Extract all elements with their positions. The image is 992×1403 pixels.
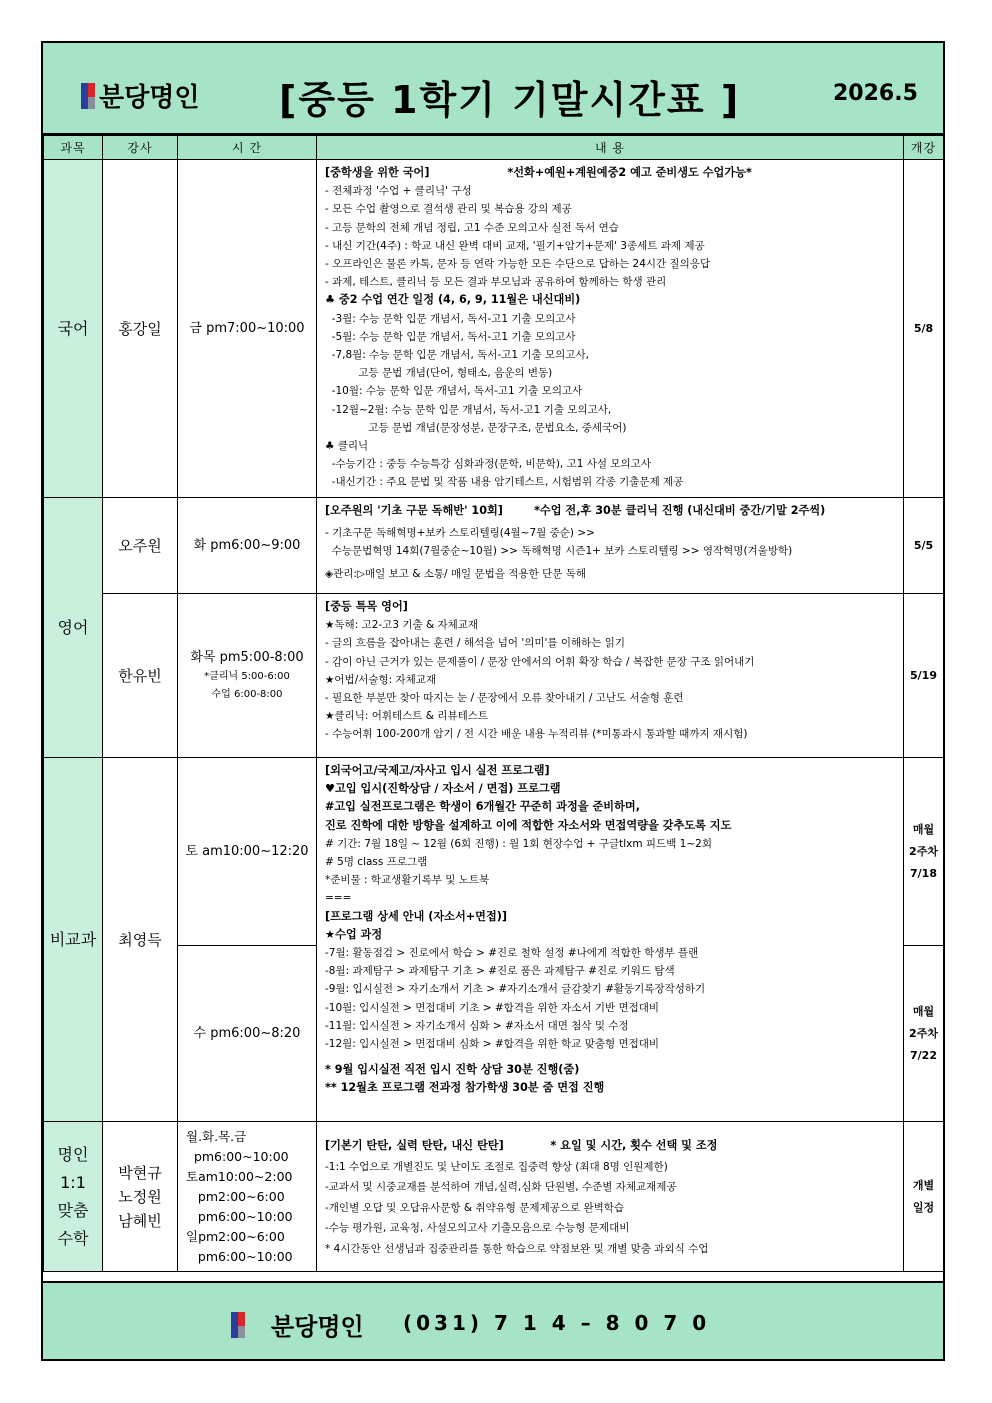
- content-line: - 글의 흐름을 잡아내는 훈련 / 해석을 넘어 '의미'를 이해하는 읽기: [325, 637, 626, 650]
- column-header-subject: 과목: [44, 136, 103, 160]
- brand-logo-icon: [231, 1312, 245, 1338]
- content-line: 고등 문법 개념(문장성분, 문장구조, 문법요소, 중세국어): [325, 421, 627, 434]
- start-date-text: 매월 2주차 7/22: [909, 1004, 938, 1062]
- teacher-cell: 홍강일: [103, 160, 178, 498]
- start-date-cell: 5/8: [904, 160, 944, 498]
- content-line: #고입 실전프로그램은 학생이 6개월간 꾸준히 과정을 준비하며,: [325, 800, 640, 814]
- teacher-cell: 최영득: [103, 758, 178, 1122]
- time-cell: [178, 1122, 317, 1272]
- course-title: [기본기 탄탄, 실력 탄탄, 내신 탄탄] * 요일 및 시간, 횟수 선택 및 조정: [325, 1139, 718, 1152]
- time-line: pm6:00~10:00: [186, 1148, 289, 1164]
- start-date-text: 개별 일정: [912, 1178, 935, 1214]
- table-row-korean: [44, 160, 944, 498]
- content-line: -내신기간 : 주요 문법 및 작품 내용 암기테스트, 시험범위 각종 기출문제 제공: [325, 476, 684, 489]
- start-date-cell: 5/19: [904, 594, 944, 758]
- content-note: * 9월 입시실전 직전 입시 진학 상담 30분 진행(줌): [325, 1063, 580, 1077]
- phone-number[interactable]: (031) 7 1 4 – 8 0 7 0: [403, 1311, 711, 1335]
- content-line: 수능문법혁명 14회(7월중순~10월) >> 독해혁명 시즌1+ 보카 스토리텔링 >> 영작혁명(겨울방학): [325, 545, 793, 558]
- content-line: -7월: 활동점검 > 진로에서 학습 > #진로 철학 설정 #나에게 적합한 학생부 플랜: [325, 947, 699, 960]
- start-date-cell: [904, 946, 944, 1122]
- content-line: 진로 진학에 대한 방향을 설계하고 이에 적합한 자소서와 면접역량을 갖추도록 지도: [325, 818, 732, 832]
- course-title: [외국어고/국제고/자사고 입시 실전 프로그램]: [325, 764, 550, 777]
- content-line: ===: [325, 892, 352, 905]
- time-cell: 토 am10:00~12:20: [178, 758, 317, 946]
- content-line: -10월: 수능 문학 입문 개념서, 독서-고1 기출 모의고사: [325, 385, 583, 398]
- content-line: -개인별 오답 및 오답유사문항 & 취약유형 문제제공으로 완벽학습: [325, 1201, 625, 1214]
- content-line: # 기간: 7월 18일 ~ 12월 (6회 진행) : 월 1회 현장수업 + 구글tlxm 피드백 1~2회: [325, 837, 712, 850]
- table-row-english-han: [44, 594, 944, 758]
- subject-cell: 국어: [44, 160, 103, 498]
- content-line: -5월: 수능 문학 입문 개념서, 독서-고1 기출 모의고사: [325, 330, 576, 343]
- time-main: 화목 pm5:00-8:00: [190, 649, 304, 665]
- content-cell: [317, 1122, 904, 1272]
- content-subheading: ♣ 중2 수업 연간 일정 (4, 6, 9, 11월은 내신대비): [325, 293, 581, 307]
- subject-cell: [44, 1122, 103, 1272]
- column-header-time: 시 간: [178, 136, 317, 160]
- content-line: ◈관리:▷매일 보고 & 소통/ 매일 문법을 적용한 단문 독해: [325, 567, 586, 580]
- teacher-cell: 한유빈: [103, 594, 178, 758]
- content-line: -12월: 입시실전 > 면접대비 심화 > #합격을 위한 학교 맞춤형 면접대비: [325, 1038, 660, 1051]
- content-line: - 기초구문 독해혁명+보카 스토리텔링(4월~7월 중순) >>: [325, 527, 595, 540]
- content-line: -3월: 수능 문학 입문 개념서, 독서-고1 기출 모의고사: [325, 312, 576, 325]
- table-row-math: [44, 1122, 944, 1272]
- content-line: - 전체과정 '수업 + 클리닉' 구성: [325, 185, 472, 198]
- content-line: - 고등 문학의 전체 개념 정립, 고1 수준 모의고사 실전 독서 연습: [325, 221, 619, 234]
- content-line: - 모든 수업 촬영으로 결석생 관리 및 복습용 강의 제공: [325, 203, 572, 216]
- column-header-content: 내 용: [317, 136, 904, 160]
- column-header-teacher: 강사: [103, 136, 178, 160]
- table-row-extra-sat: [44, 758, 944, 946]
- content-line: - 오프라인은 물론 카톡, 문자 등 연락 가능한 모든 수단으로 답하는 24시간 질의응답: [325, 258, 711, 271]
- start-date-cell: [904, 758, 944, 946]
- time-cell: 금 pm7:00~10:00: [178, 160, 317, 498]
- start-date-cell: [904, 1122, 944, 1272]
- footer-brand-name: 분당명인: [271, 1313, 364, 1341]
- content-line: - 수능어휘 100-200개 암기 / 전 시간 배운 내용 누적리뷰 (*미통과시 통과할 때까지 재시험): [325, 728, 748, 741]
- content-line: 고등 문법 개념(단어, 형태소, 음운의 변동): [325, 367, 553, 380]
- content-subheading: ♣ 클리닉: [325, 440, 369, 453]
- column-header-start: 개강: [904, 136, 944, 160]
- content-line: ★어법/서술형: 자체교재: [325, 673, 437, 686]
- content-cell: [317, 758, 904, 1122]
- time-clinic: *클리닉 5:00-6:00: [204, 670, 290, 682]
- page-title: [중등 1학기 기말시간표 ]: [279, 78, 741, 122]
- content-subheading: ♥고입 입시(진학상담 / 자소서 / 면접) 프로그램: [325, 782, 561, 796]
- content-line: - 과제, 테스트, 클리닉 등 모든 결과 부모님과 공유하여 함께하는 학생 관리: [325, 276, 667, 289]
- time-line: pm6:00~10:00: [186, 1208, 293, 1224]
- content-line: - 감이 아닌 근거가 있는 문제풀이 / 문장 안에서의 어휘 확장 학습 / 복잡한 문장 구조 읽어내기: [325, 655, 755, 668]
- course-title: [중학생을 위한 국어] *선화+예원+계원예중2 예고 준비생도 수업가능*: [325, 166, 752, 179]
- content-subheading: [프로그램 상세 안내 (자소서+면접)]: [325, 909, 508, 923]
- content-line: -10월: 입시실전 > 면접대비 기초 > #합격을 위한 자소서 기반 면접대비: [325, 1001, 660, 1014]
- content-cell: [317, 498, 904, 594]
- table-row-english-oh: [44, 498, 944, 594]
- content-line: # 5명 class 프로그램: [325, 856, 428, 869]
- content-line: -7,8월: 수능 문학 입문 개념서, 독서-고1 기출 모의고사,: [325, 349, 589, 362]
- table-header-row: [44, 136, 944, 160]
- content-line: -수능기간 : 중등 수능특강 심화과정(문학, 비문학), 고1 사설 모의고사: [325, 458, 651, 471]
- content-subheading: ★수업 과정: [325, 927, 383, 941]
- content-line: -12월~2월: 수능 문학 입문 개념서, 독서-고1 기출 모의고사,: [325, 403, 612, 416]
- time-cell: [178, 594, 317, 758]
- timetable-sheet: [41, 41, 945, 1361]
- content-line: -8월: 과제탐구 > 과제탐구 기초 > #진로 품은 과제탐구 #진로 키워드 탐색: [325, 965, 675, 978]
- content-cell: [317, 594, 904, 758]
- time-cell: 수 pm6:00~8:20: [178, 946, 317, 1122]
- schedule-date: 2026.5: [833, 81, 918, 106]
- time-line: pm6:00~10:00: [186, 1248, 293, 1264]
- time-class: 수업 6:00-8:00: [211, 688, 283, 700]
- content-line: ★클리닉: 어휘테스트 & 리뷰테스트: [325, 710, 489, 723]
- page-header: [43, 43, 943, 135]
- content-line: ★독해: 고2-고3 기출 & 자체교재: [325, 619, 479, 632]
- subject-cell: 영어: [44, 498, 103, 758]
- page-footer: [43, 1281, 943, 1359]
- content-note: ** 12월초 프로그램 전과정 참가학생 30분 줌 면접 진행: [325, 1081, 605, 1095]
- content-line: *준비물 : 학교생활기록부 및 노트북: [325, 874, 490, 887]
- brand-name: 분당명인: [99, 83, 200, 113]
- teacher-cell: 오주원: [103, 498, 178, 594]
- start-date-cell: 5/5: [904, 498, 944, 594]
- start-date-text: 매월 2주차 7/18: [909, 822, 938, 880]
- content-line: -9월: 입시실전 > 자기소개서 기초 > #자기소개서 글감찾기 #활동기록장작성하기: [325, 983, 706, 996]
- time-cell: 화 pm6:00~9:00: [178, 498, 317, 594]
- content-line: - 내신 기간(4주) : 학교 내신 완벽 대비 교재, '필기+암기+문제' 3종세트 과제 제공: [325, 239, 705, 252]
- teacher-cell: [103, 1122, 178, 1272]
- content-line: - 필요한 부분만 찾아 따지는 눈 / 문장에서 오류 찾아내기 / 고난도 서술형 훈련: [325, 692, 684, 705]
- content-line: * 4시간동안 선생님과 집중관리를 통한 학습으로 약점보완 및 개별 맞춤 과외식 수업: [325, 1242, 709, 1255]
- teacher-list: 박현규 노정원 남혜빈: [118, 1163, 162, 1230]
- subject-cell: 비교과: [44, 758, 103, 1122]
- time-line: 월.화.목.금: [186, 1128, 247, 1144]
- time-line: 일pm2:00~6:00: [186, 1228, 285, 1244]
- content-cell: [317, 160, 904, 498]
- time-line: pm2:00~6:00: [186, 1188, 285, 1204]
- course-title: [오주원의 '기초 구문 독해반' 10회] *수업 전,후 30분 클리닉 진행 (내신대비 중간/기말 2주씩): [325, 504, 826, 517]
- brand-logo-icon: [81, 83, 95, 109]
- content-line: -11월: 입시실전 > 자기소개서 심화 > #자소서 대면 첨삭 및 수정: [325, 1019, 629, 1032]
- content-line: -수능 평가원, 교육청, 사설모의고사 기출모음으로 수능형 문제대비: [325, 1222, 630, 1234]
- time-line: 토am10:00~2:00: [186, 1168, 293, 1184]
- content-line: -1:1 수업으로 개별진도 및 난이도 조절로 집중력 향상 (최대 8명 인원제한): [325, 1160, 668, 1173]
- course-title: [중등 특목 영어]: [325, 600, 408, 613]
- schedule-table: [43, 135, 944, 1272]
- subject-text: 명인 1:1 맞춤 수학: [57, 1144, 89, 1248]
- content-line: -교과서 및 시중교재를 분석하여 개념,실력,심화 단원별, 수준별 자체교재제공: [325, 1181, 677, 1193]
